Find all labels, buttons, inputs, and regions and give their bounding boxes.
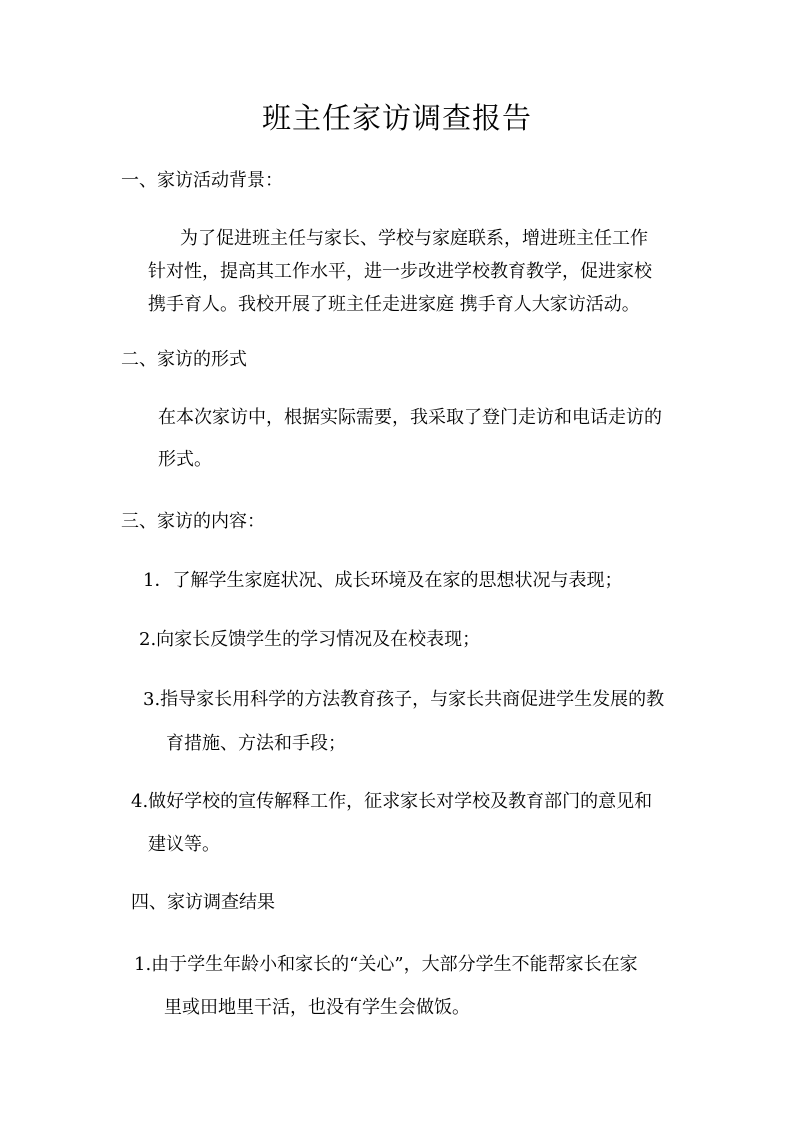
document-title: 班主任家访调查报告 — [261, 101, 532, 135]
section-heading-content: 三、家访的内容： — [121, 511, 265, 532]
paragraph-line: 在本次家访中，根据实际需要，我采取了登门走访和电话走访的 — [158, 407, 662, 428]
paragraph-line: 针对性，提高其工作水平，进一步改进学校教育教学，促进家校 — [148, 261, 652, 282]
paragraph-line: 形式。 — [158, 449, 212, 470]
list-item-line: 3.指导家长用科学的方法教育孩子，与家长共商促进学生发展的教 — [143, 689, 665, 710]
list-item-line: 建议等。 — [148, 834, 220, 855]
list-item-line: 育措施、方法和手段； — [166, 733, 346, 754]
section-heading-results: 四、家访调查结果 — [131, 892, 275, 913]
paragraph-line: 为了促进班主任与家长、学校与家庭联系，增进班主任工作 — [180, 228, 648, 249]
section-heading-background: 一、家访活动背景： — [121, 170, 283, 191]
list-item-line: 1．了解学生家庭状况、成长环境及在家的思想状况与表现； — [143, 570, 623, 591]
list-item-line: 1.由于学生年龄小和家长的“关心”，大部分学生不能帮家长在家 — [134, 954, 638, 975]
list-item-line: 里或田地里干活，也没有学生会做饭。 — [164, 997, 470, 1018]
paragraph-line: 携手育人。我校开展了班主任走进家庭 携手育人大家访活动。 — [148, 294, 640, 315]
list-item-line: 4.做好学校的宣传解释工作，征求家长对学校及教育部门的意见和 — [131, 791, 653, 812]
section-heading-format: 二、家访的形式 — [121, 349, 247, 370]
list-item-line: 2.向家长反馈学生的学习情况及在校表现； — [139, 629, 481, 650]
